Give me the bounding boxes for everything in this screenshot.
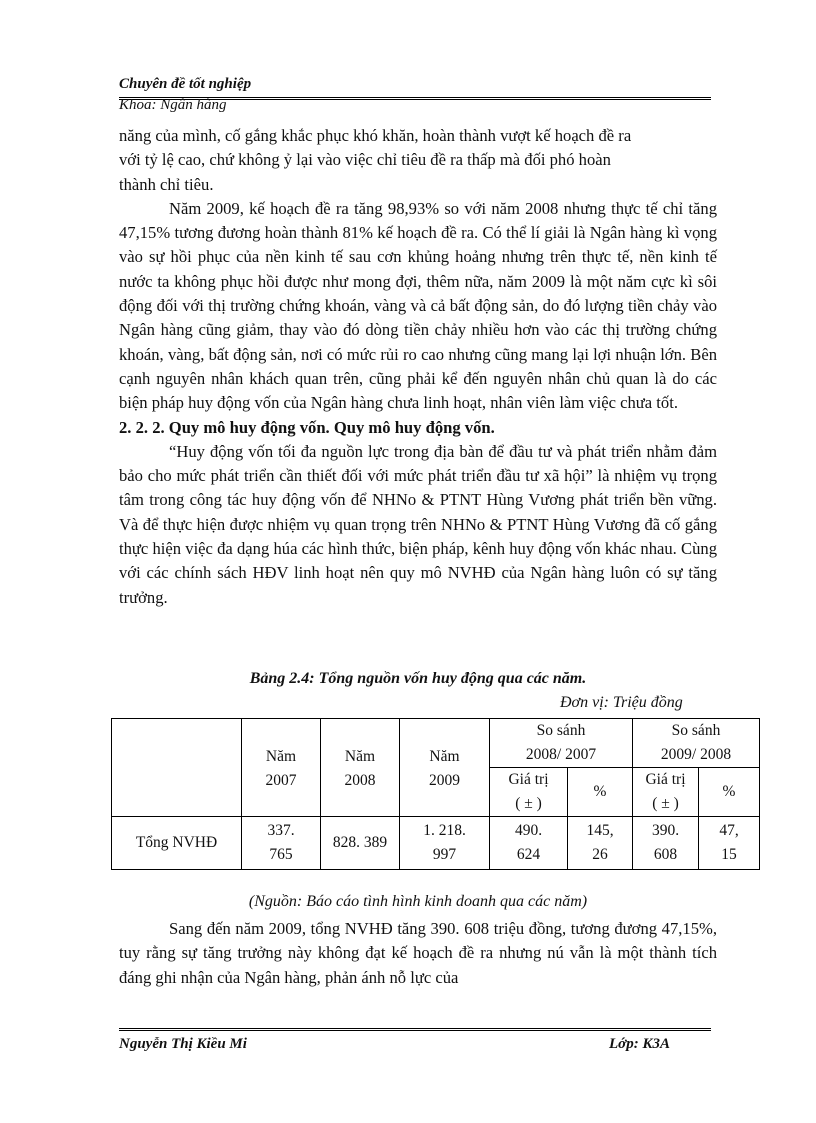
cell-pct-2008-2007: 145, 26 bbox=[568, 817, 633, 870]
percent-header: % bbox=[568, 768, 633, 817]
value-header: Giá trị ( ± ) bbox=[490, 768, 568, 817]
section-heading: 2. 2. 2. Quy mô huy động vốn. Quy mô huy động vốn. bbox=[119, 417, 495, 437]
compare-header-2009-2008: So sánh 2009/ 2008 bbox=[633, 719, 760, 768]
paragraph-line: thành chỉ tiêu. bbox=[119, 174, 214, 194]
footer-author: Nguyễn Thị Kiều Mi bbox=[119, 1036, 247, 1052]
compare-header-2008-2007: So sánh 2008/ 2007 bbox=[490, 719, 633, 768]
table-caption: Bảng 2.4: Tổng nguồn vốn huy động qua các năm. bbox=[249, 670, 587, 687]
paragraph-line: với tỷ lệ cao, chứ không ỷ lại vào việc chỉ tiêu đề ra thấp mà đối phó hoàn bbox=[119, 150, 611, 170]
paragraph: “Huy động vốn tối đa nguồn lực trong địa bàn để đầu tư và phát triển nhằm đảm bảo cho mức phát triển cần thiết đối với mức phát triển đầu tư xã hội” là nhiệm vụ trọng tâm trong công tác huy động vốn để NHNo & PTNT Hùng Vương phát triển bền vững. Và để thực hiện được nhiệm vụ quan trọng trên NHNo & PTNT Hùng Vương đã cố gắng thực hiện việc đa dạng húa các hình thức, biện pháp, kênh huy động vốn khác nhau. Cùng với các chính sách HĐV linh hoạt nên quy mô NVHĐ của Ngân hàng luôn có sự tăng trưởng. bbox=[119, 441, 717, 607]
row-label: Tổng NVHĐ bbox=[112, 817, 242, 870]
paragraph: Năm 2009, kế hoạch đề ra tăng 98,93% so với năm 2008 nhưng thực tế chỉ tăng 47,15% tương đương hoàn thành 81% kế hoạch đề ra. Có thể lí giải là Ngân hàng kì vọng vào sự hồi phục của nền kinh tế sau cơn khủng hoảng nhưng trên thực tế, nền kinh tế nước ta không phục hồi được như mong đợi, thêm nữa, năm 2009 là một năm cực kì sôi động đối với thị trường chứng khoán, vàng và cả bất động sản, do đó lượng tiền chảy vào Ngân hàng cũng giảm, thay vào đó dòng tiền chảy nhiều hơn vào các thị trường chứng khoán, vàng, bất động sản, nơi có mức rủi ro cao nhưng cũng mang lại lợi nhuận lớn. Bên cạnh nguyên nhân khách quan trên, cũng phải kể đến nguyên nhân chủ quan là do các biện pháp huy động vốn của Ngân hàng chưa linh hoạt, nhân viên làm việc chưa tốt. bbox=[119, 198, 717, 413]
cell-pct-2009-2008: 47, 15 bbox=[699, 817, 760, 870]
table-source: (Nguồn: Báo cáo tình hình kinh doanh qua các năm) bbox=[248, 893, 588, 910]
footer-rule bbox=[119, 1028, 711, 1031]
value-header: Giá trị ( ± ) bbox=[633, 768, 699, 817]
year-header-2007: Năm 2007 bbox=[242, 719, 321, 817]
year-header-2008: Năm 2008 bbox=[321, 719, 400, 817]
data-table bbox=[111, 718, 760, 870]
cell-2008: 828. 389 bbox=[321, 817, 400, 870]
table-row bbox=[112, 817, 760, 870]
percent-header: % bbox=[699, 768, 760, 817]
year-header-2009: Năm 2009 bbox=[400, 719, 490, 817]
cell-2009: 1. 218. 997 bbox=[400, 817, 490, 870]
header-title: Chuyên đề tốt nghiệp bbox=[119, 76, 252, 92]
table-unit: Đơn vị: Triệu đồng bbox=[560, 694, 683, 711]
header-faculty: Khoa: Ngân hàng bbox=[119, 97, 227, 113]
cell-2007: 337. 765 bbox=[242, 817, 321, 870]
table-header-row bbox=[112, 719, 760, 768]
paragraph-line: năng của mình, cố gắng khắc phục khó khăn, hoàn thành vượt kế hoạch đề ra bbox=[119, 126, 632, 145]
footer-class: Lớp: K3A bbox=[609, 1036, 670, 1052]
table-corner-cell bbox=[112, 719, 242, 817]
body-text bbox=[119, 124, 717, 610]
body-text-continued bbox=[119, 917, 717, 990]
paragraph: Sang đến năm 2009, tổng NVHĐ tăng 390. 608 triệu đồng, tương đương 47,15%, tuy rằng sự tăng trưởng này không đạt kế hoạch đề ra nhưng nú vẫn là một thành tích đáng ghi nhận của Ngân hàng, phản ánh nỗ lực của bbox=[119, 919, 717, 987]
cell-diff-2009-2008: 390. 608 bbox=[633, 817, 699, 870]
cell-diff-2008-2007: 490. 624 bbox=[490, 817, 568, 870]
